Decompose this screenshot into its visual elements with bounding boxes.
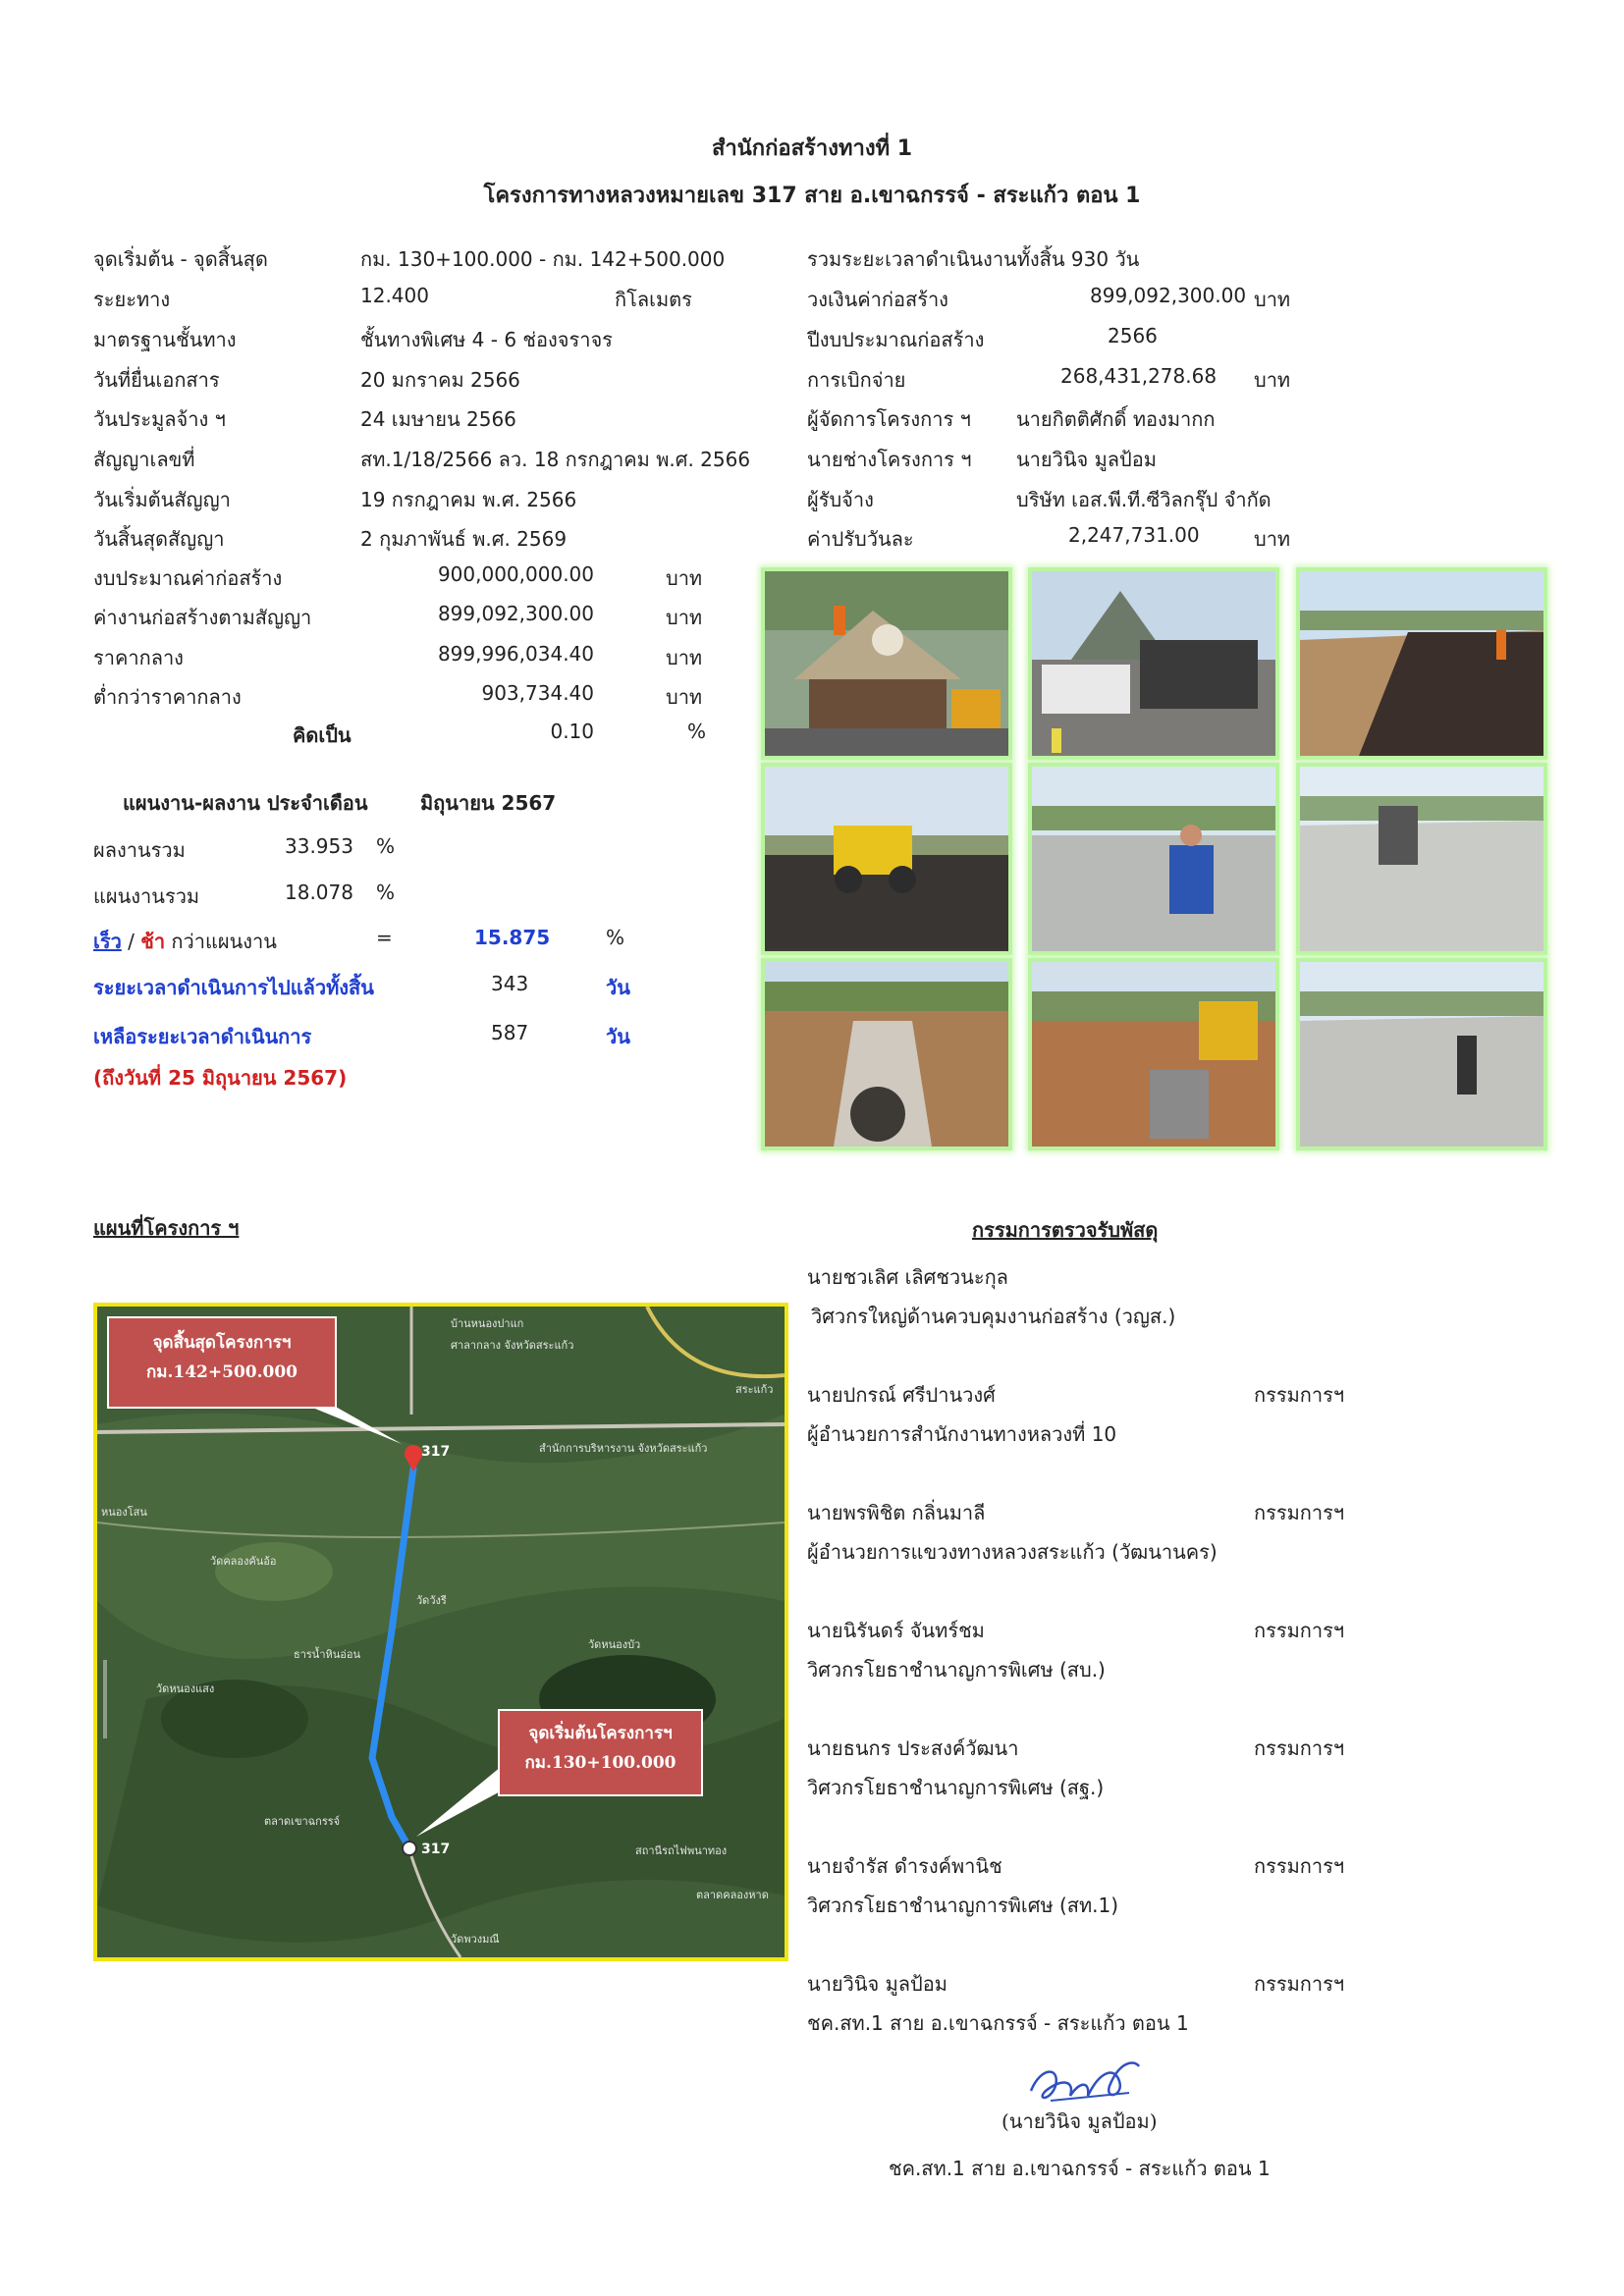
signed-name: (นายวินิจ มูลป้อม) <box>1001 2109 1158 2133</box>
budget-label: งบประมาณค่าก่อสร้าง <box>93 566 283 590</box>
start-point-km: กม.130+100.000 <box>524 1753 677 1773</box>
detail-value: นายวินิจ มูลป้อม <box>1016 448 1157 471</box>
end-point-km: กม.142+500.000 <box>145 1362 298 1382</box>
equals-sign: = <box>376 926 393 949</box>
diff-unit: % <box>606 926 625 949</box>
fast-label: เร็ว <box>93 930 122 953</box>
place-label: วัดพวงมณี <box>451 1933 500 1946</box>
member-role: กรรมการฯ <box>1254 1383 1345 1407</box>
road-joint-cutting-photo <box>1296 958 1547 1150</box>
slow-label: ช้า <box>140 930 166 953</box>
concrete-road-photo <box>1296 763 1547 955</box>
member-position: ผู้อำนวยการแขวงทางหลวงสระแก้ว (วัฒนานคร) <box>807 1540 1218 1564</box>
budget-label: ต่ำกว่าราคากลาง <box>93 685 242 709</box>
detail-label: ผู้รับจ้าง <box>807 488 874 511</box>
detail-label: สัญญาเลขที่ <box>93 448 195 471</box>
office-title: สำนักก่อสร้างทางที่ 1 <box>711 136 913 161</box>
member-role: กรรมการฯ <box>1254 1854 1345 1878</box>
remain-label: เหลือระยะเวลาดำเนินการ <box>93 1025 312 1048</box>
detail-value: 268,431,278.68 <box>1060 364 1218 388</box>
member-name: นายชวเลิศ เลิศชวนะกุล <box>807 1265 1008 1289</box>
progress-month: มิถุนายน 2567 <box>420 791 557 815</box>
place-label: วัดหนองแสง <box>156 1682 215 1695</box>
progress-heading: แผนงาน-ผลงาน ประจำเดือน <box>123 791 368 815</box>
detail-unit: กิโลเมตร <box>615 288 692 311</box>
detail-label: วันที่ยื่นเอกสาร <box>93 368 220 392</box>
actual-label: ผลงานรวม <box>93 838 186 862</box>
actual-unit: % <box>376 834 396 858</box>
project-map[interactable] <box>93 1303 788 1961</box>
budget-value: 903,734.40 <box>481 681 594 705</box>
remain-value: 587 <box>491 1021 529 1044</box>
member-position: ผู้อำนวยการสำนักงานทางหลวงที่ 10 <box>807 1422 1117 1446</box>
place-label: ตลาดคลองหาด <box>696 1889 769 1901</box>
detail-unit: บาท <box>1254 288 1291 311</box>
signed-position: ชค.สท.1 สาย อ.เขาฉกรรจ์ - สระแก้ว ตอน 1 <box>889 2157 1271 2180</box>
diff-value: 15.875 <box>474 926 551 949</box>
compare-label: กว่าแผนงาน <box>165 930 277 953</box>
committee-heading: กรรมการตรวจรับพัสดุ <box>972 1218 1159 1242</box>
as-of-date: (ถึงวันที่ 25 มิถุนายน 2567) <box>93 1066 348 1090</box>
elapsed-label: ระยะเวลาดำเนินการไปแล้วทั้งสิ้น <box>93 976 374 999</box>
route-label-bottom: 317 <box>421 1842 451 1857</box>
detail-value: ชั้นทางพิเศษ 4 - 6 ช่องจราจร <box>360 328 613 351</box>
project-title: โครงการทางหลวงหมายเลข 317 สาย อ.เขาฉกรรจ์ - สระแก้ว ตอน 1 <box>483 184 1141 208</box>
end-point-callout <box>107 1316 337 1409</box>
detail-label: การเบิกจ่าย <box>807 368 906 392</box>
place-label: วัดวังรี <box>416 1594 447 1607</box>
member-name: นายวินิจ มูลป้อม <box>807 1972 947 1996</box>
remain-unit: วัน <box>606 1025 630 1048</box>
place-label: สำนักการบริหารงาน จังหวัดสระแก้ว <box>539 1442 708 1455</box>
place-label: วัดคลองคันอ้อ <box>210 1555 277 1568</box>
member-role: กรรมการฯ <box>1254 1501 1345 1524</box>
elapsed-unit: วัน <box>606 976 630 999</box>
detail-label: ผู้จัดการโครงการ ฯ <box>807 407 971 431</box>
percent-unit: % <box>687 720 707 743</box>
detail-label: วันสิ้นสุดสัญญา <box>93 527 225 551</box>
percent-value: 0.10 <box>550 720 594 743</box>
plan-unit: % <box>376 881 396 904</box>
detail-label: วันเริ่มต้นสัญญา <box>93 488 231 511</box>
member-name: นายปกรณ์ ศรีปานวงศ์ <box>807 1383 996 1407</box>
member-name: นายจำรัส ดำรงค์พานิช <box>807 1854 1002 1878</box>
detail-label: รวมระยะเวลาดำเนินงานทั้งสิ้น 930 วัน <box>807 247 1140 271</box>
road-roller-photo <box>761 763 1012 955</box>
budget-unit: บาท <box>666 606 703 629</box>
start-point-label: จุดเริ่มต้นโครงการฯ <box>528 1724 673 1743</box>
compare-row <box>93 926 277 957</box>
place-label: บ้านหนองปาแก <box>451 1317 524 1330</box>
member-position: วิศวกรโยธาชำนาญการพิเศษ (สท.1) <box>807 1894 1119 1917</box>
budget-unit: บาท <box>666 646 703 669</box>
plan-value: 18.078 <box>285 881 353 904</box>
roof-worker-photo <box>761 567 1012 760</box>
member-role: กรรมการฯ <box>1254 1736 1345 1760</box>
detail-label: วงเงินค่าก่อสร้าง <box>807 288 948 311</box>
elapsed-value: 343 <box>491 972 529 995</box>
member-position: ชค.สท.1 สาย อ.เขาฉกรรจ์ - สระแก้ว ตอน 1 <box>807 2011 1189 2035</box>
start-point-callout <box>498 1709 703 1796</box>
detail-label: ระยะทาง <box>93 288 171 311</box>
trench-excavation-photo <box>1028 958 1279 1150</box>
detail-value: 24 เมษายน 2566 <box>360 407 516 431</box>
detail-label: จุดเริ่มต้น - จุดสิ้นสุด <box>93 247 268 271</box>
handwritten-signature <box>1021 2052 1149 2110</box>
detail-label: วันประมูลจ้าง ฯ <box>93 407 226 431</box>
member-role: กรรมการฯ <box>1254 1619 1345 1642</box>
detail-value: กม. 130+100.000 - กม. 142+500.000 <box>360 247 726 271</box>
member-position: วิศวกรโยธาชำนาญการพิเศษ (สฐ.) <box>807 1776 1105 1799</box>
member-role: กรรมการฯ <box>1254 1972 1345 1996</box>
pipe-culvert-photo <box>761 958 1012 1150</box>
detail-value: 2,247,731.00 <box>1068 523 1200 547</box>
member-name: นายพรพิชิต กลิ่นมาลี <box>807 1501 986 1524</box>
asphalt-road-photo <box>1296 567 1547 760</box>
detail-value: นายกิตติศักดิ์ ทองมากก <box>1016 407 1216 431</box>
end-point-label: จุดสิ้นสุดโครงการฯ <box>152 1333 292 1353</box>
slash: / <box>121 930 141 953</box>
place-label: สระแก้ว <box>735 1383 774 1396</box>
detail-unit: บาท <box>1254 368 1291 392</box>
detail-value: 12.400 <box>360 284 429 307</box>
budget-value: 899,996,034.40 <box>437 642 594 666</box>
detail-label: ค่าปรับวันละ <box>807 527 914 551</box>
budget-unit: บาท <box>666 566 703 590</box>
budget-unit: บาท <box>666 685 703 709</box>
budget-value: 899,092,300.00 <box>437 602 594 625</box>
milling-machine-photo <box>1028 567 1279 760</box>
route-label-top: 317 <box>421 1444 451 1460</box>
concrete-finishing-photo <box>1028 763 1279 955</box>
detail-value: 20 มกราคม 2566 <box>360 368 520 392</box>
budget-value: 900,000,000.00 <box>437 562 594 586</box>
detail-value: 2 กุมภาพันธ์ พ.ศ. 2569 <box>360 527 568 551</box>
place-label: ศาลากลาง จังหวัดสระแก้ว <box>451 1339 574 1352</box>
detail-label: ปีงบประมาณก่อสร้าง <box>807 328 985 351</box>
detail-label: มาตรฐานชั้นทาง <box>93 328 237 351</box>
detail-label: นายช่างโครงการ ฯ <box>807 448 972 471</box>
detail-value: บริษัท เอส.พี.ที.ซีวิลกรุ๊ป จำกัด <box>1016 488 1272 511</box>
plan-label: แผนงานรวม <box>93 884 200 908</box>
member-name: นายนิรันดร์ จันทร์ชม <box>807 1619 985 1642</box>
map-heading: แผนที่โครงการ ฯ <box>93 1216 240 1240</box>
detail-value: 2566 <box>1108 324 1158 347</box>
place-label: วัดหนองบัว <box>588 1638 641 1651</box>
place-label: ตลาดเขาฉกรรจ์ <box>264 1815 341 1828</box>
percent-label: คิดเป็น <box>293 723 352 747</box>
member-name: นายธนกร ประสงค์วัฒนา <box>807 1736 1019 1760</box>
place-label: หนองโสน <box>101 1506 147 1519</box>
place-label: ธารน้ำหินอ่อน <box>294 1648 360 1661</box>
detail-unit: บาท <box>1254 527 1291 551</box>
detail-value: 899,092,300.00 <box>1090 284 1247 307</box>
place-label: สถานีรถไฟพนาทอง <box>635 1844 728 1857</box>
actual-value: 33.953 <box>285 834 353 858</box>
member-position: วิศวกรโยธาชำนาญการพิเศษ (สบ.) <box>807 1658 1106 1682</box>
budget-label: ค่างานก่อสร้างตามสัญญา <box>93 606 312 629</box>
detail-value: สท.1/18/2566 ลว. 18 กรกฎาคม พ.ศ. 2566 <box>360 448 751 471</box>
member-position: วิศวกรใหญ่ด้านควบคุมงานก่อสร้าง (วญส.) <box>811 1305 1176 1328</box>
budget-label: ราคากลาง <box>93 646 184 669</box>
detail-value: 19 กรกฎาคม พ.ศ. 2566 <box>360 488 577 511</box>
